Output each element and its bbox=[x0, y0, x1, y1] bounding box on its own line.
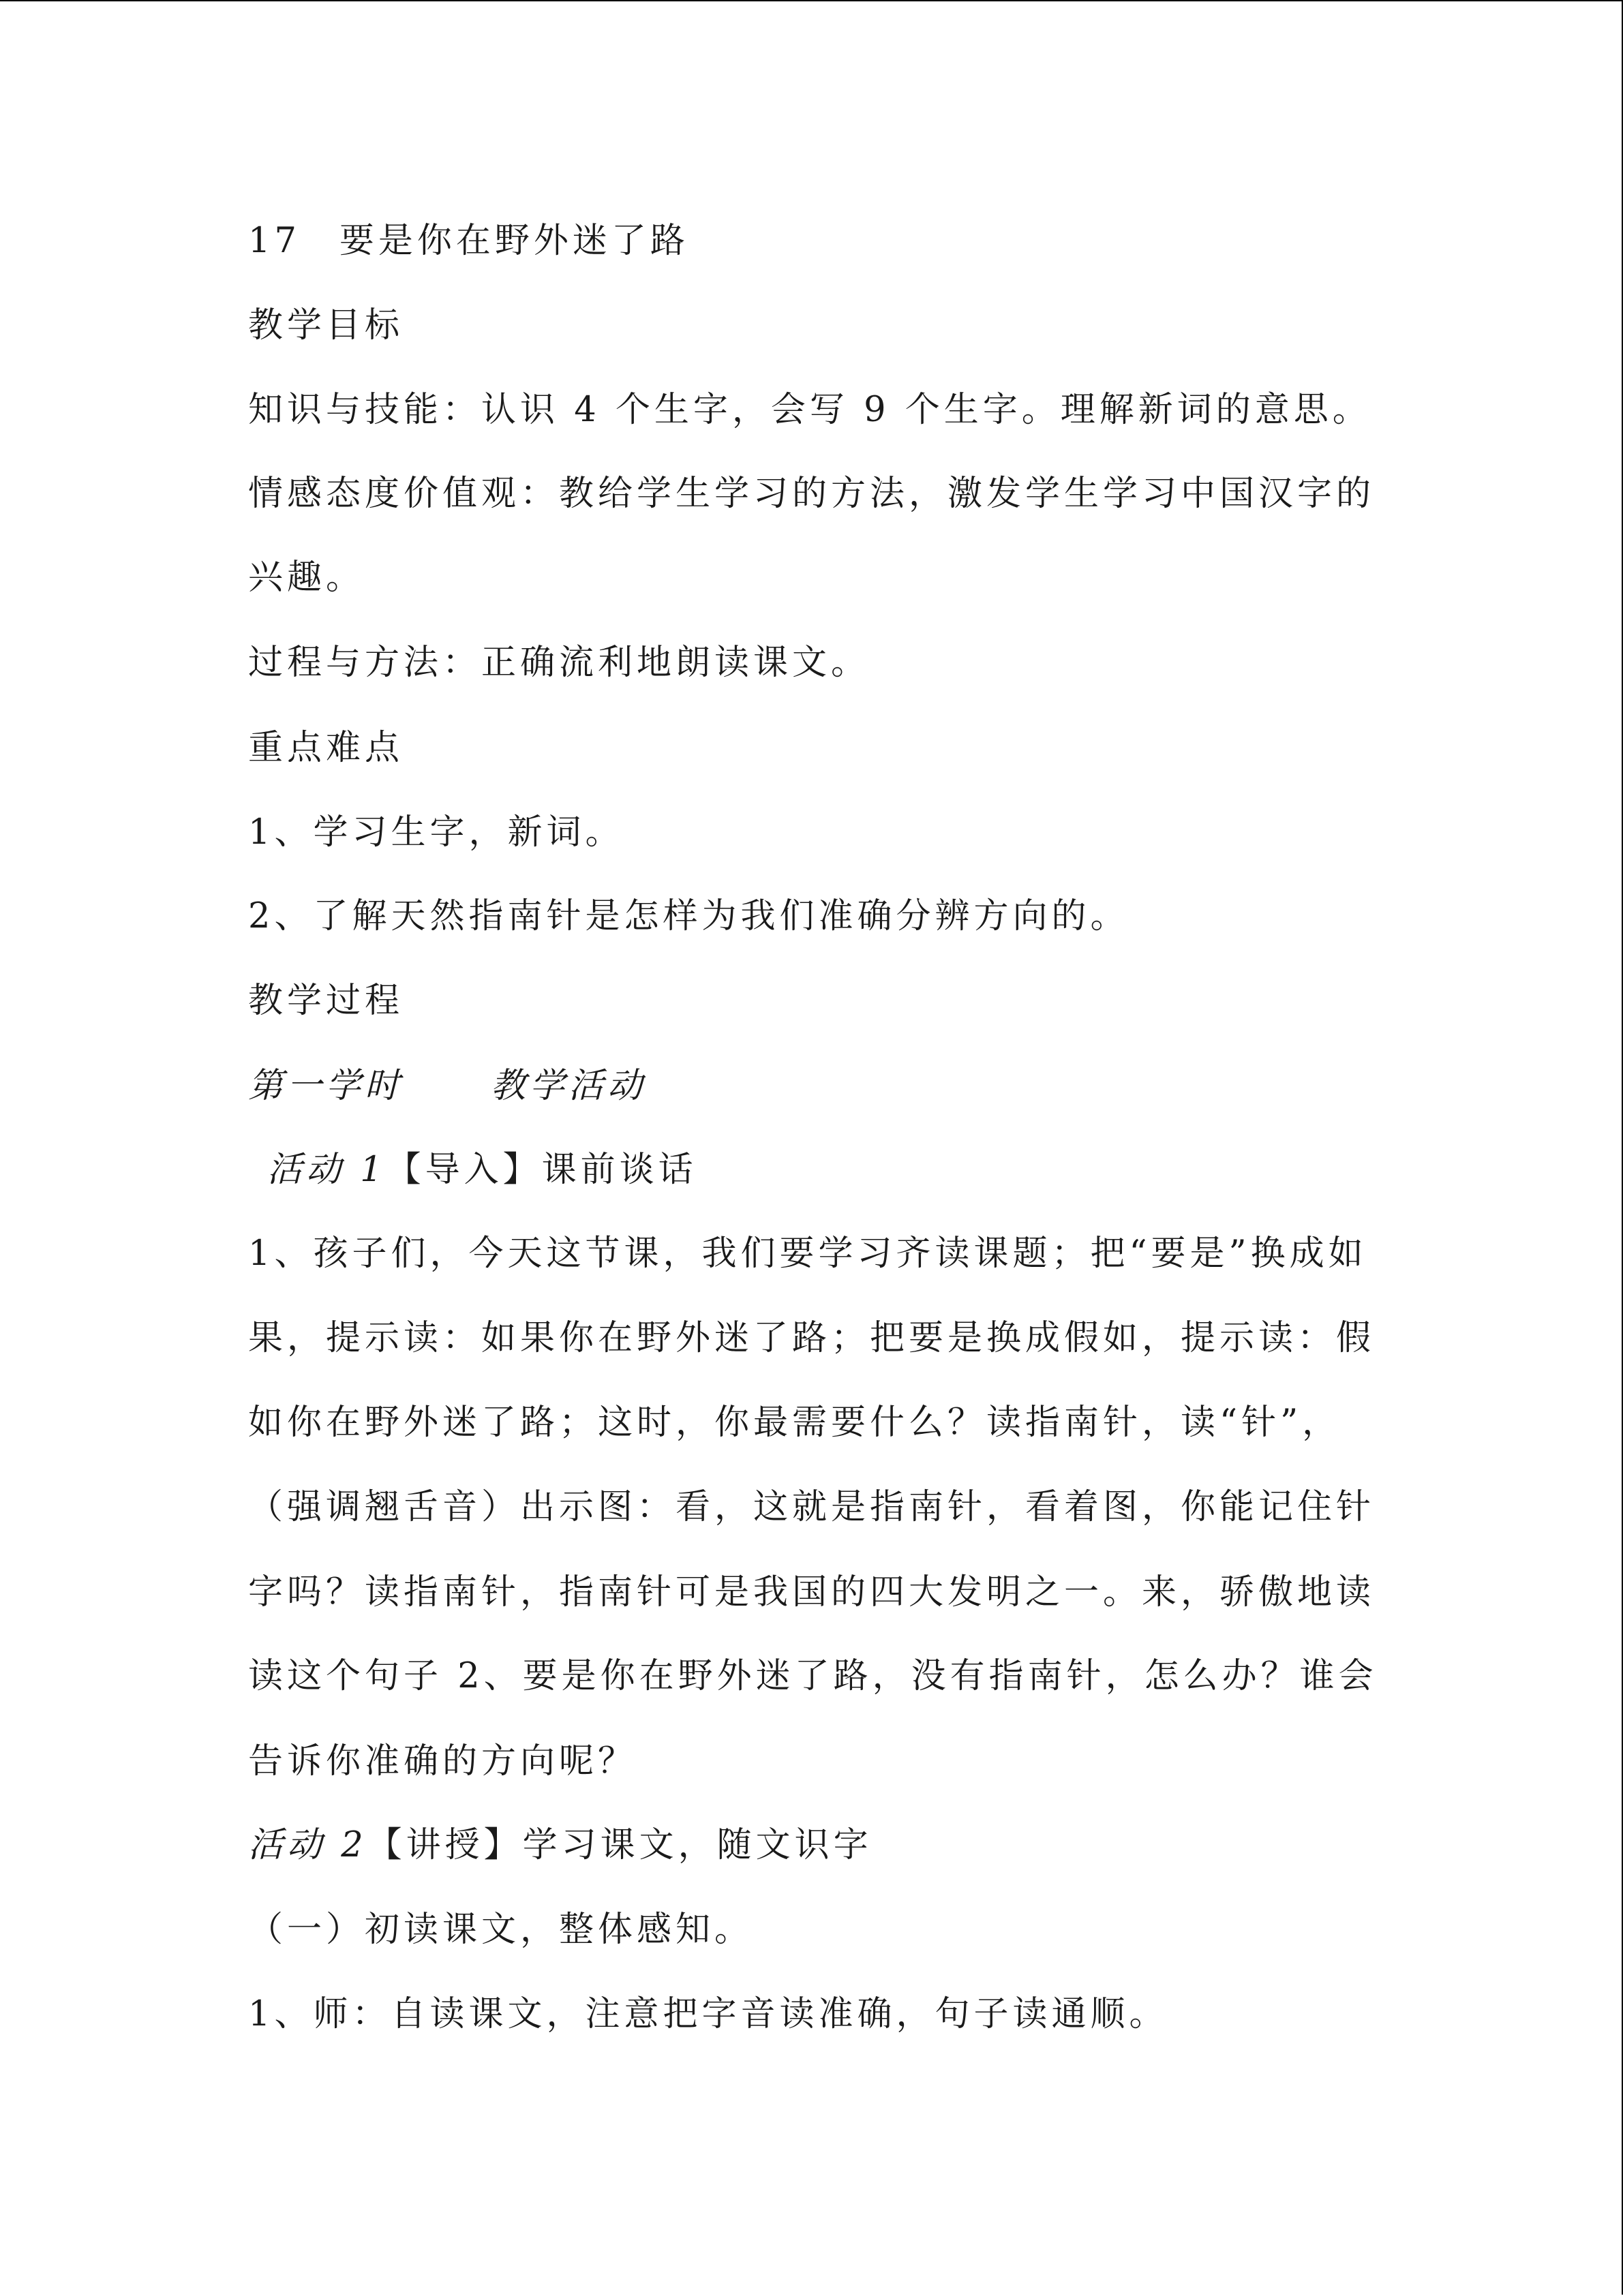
activity-title: 【讲授】学习课文，随文识字 bbox=[367, 1825, 873, 1865]
paragraph-line: 1、师：自读课文，注意把字音读准确，句子读通顺。 bbox=[248, 1994, 1168, 2034]
period-activity-label: 教学活动 bbox=[491, 1066, 647, 1106]
paragraph-line: 字吗？读指南针，指南针可是我国的四大发明之一。来，骄傲地读 bbox=[248, 1572, 1376, 1612]
paragraph-line: （一）初读课文，整体感知。 bbox=[248, 1910, 754, 1950]
paragraph-line: 读这个句子 2、要是你在野外迷了路，没有指南针，怎么办？谁会 bbox=[248, 1656, 1378, 1696]
document-page bbox=[0, 1, 1623, 2296]
section-heading-objectives: 教学目标 bbox=[248, 305, 404, 346]
paragraph-line: 1、学习生字，新词。 bbox=[248, 812, 624, 853]
activity-heading bbox=[267, 1150, 697, 1191]
paragraph-line: 2、了解天然指南针是怎样为我们准确分辨方向的。 bbox=[248, 896, 1129, 936]
paragraph-line: （强调翘舌音）出示图：看，这就是指南针，看着图，你能记住针 bbox=[248, 1487, 1376, 1527]
activity-title: 【导入】课前谈话 bbox=[386, 1150, 697, 1190]
activity-number: 活动 2 bbox=[248, 1825, 367, 1865]
paragraph-line: 情感态度价值观：教给学生学习的方法，激发学生学习中国汉字的 bbox=[248, 474, 1376, 514]
lesson-period-heading bbox=[248, 1066, 646, 1107]
section-heading-process: 教学过程 bbox=[248, 981, 404, 1021]
activity-number: 活动 1 bbox=[267, 1150, 386, 1190]
section-heading-keypoints: 重点难点 bbox=[248, 728, 404, 768]
paragraph-line: 告诉你准确的方向呢？ bbox=[248, 1741, 637, 1781]
lesson-title: 17 要是你在野外迷了路 bbox=[248, 221, 689, 261]
paragraph-line: 兴趣。 bbox=[248, 557, 365, 598]
paragraph-line: 果，提示读：如果你在野外迷了路；把要是换成假如，提示读：假 bbox=[248, 1318, 1376, 1358]
paragraph-line: 知识与技能：认识 4 个生字，会写 9 个生字。理解新词的意思。 bbox=[248, 390, 1371, 430]
paragraph-line: 过程与方法：正确流利地朗读课文。 bbox=[248, 643, 870, 683]
activity-heading bbox=[248, 1825, 873, 1866]
paragraph-line: 1、孩子们，今天这节课，我们要学习齐读课题；把“要是”换成如 bbox=[248, 1234, 1367, 1274]
paragraph-line: 如你在野外迷了路；这时，你最需要什么？读指南针，读“针”， bbox=[248, 1403, 1341, 1443]
period-label: 第一学时 bbox=[248, 1066, 404, 1106]
